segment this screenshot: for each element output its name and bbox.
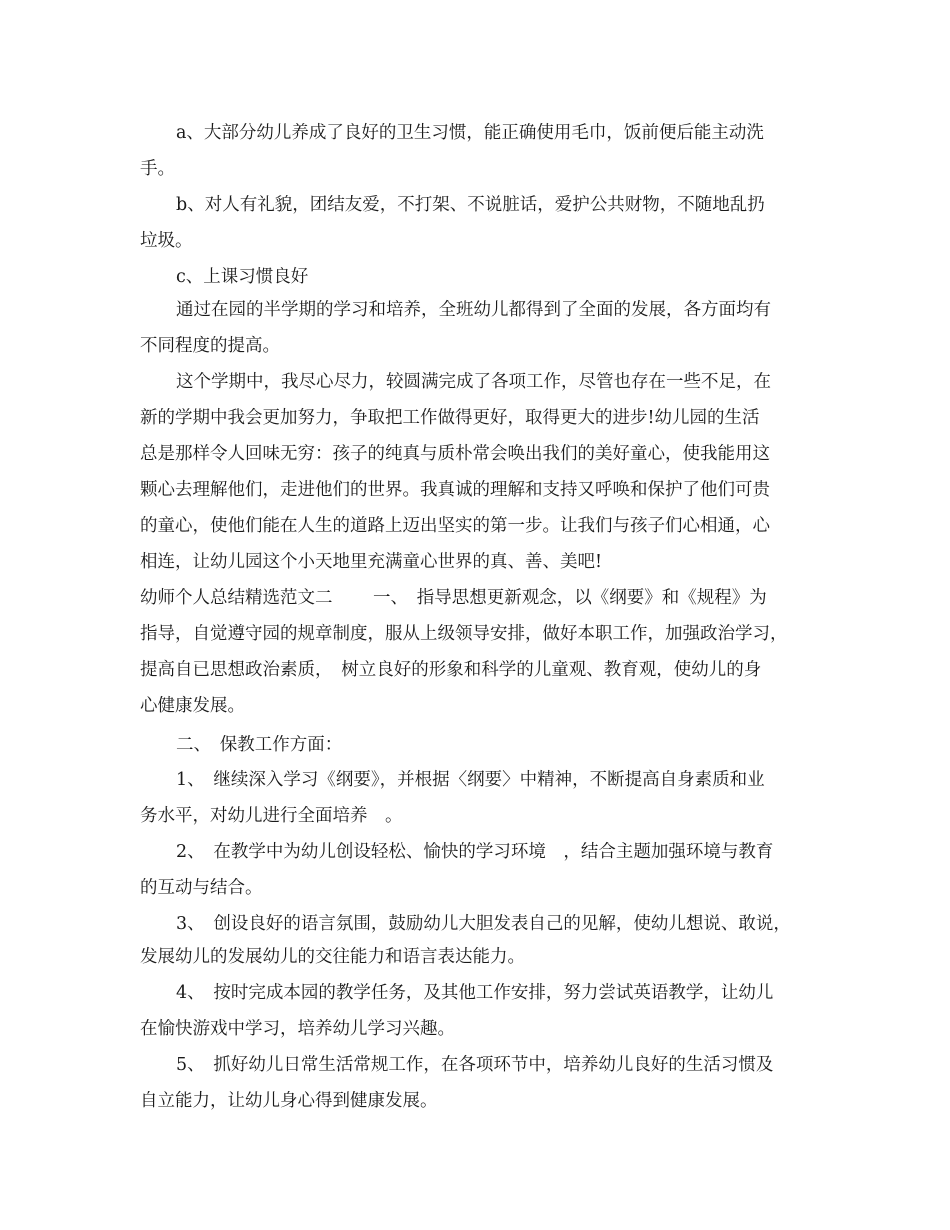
- text-line: a、大部分幼儿养成了良好的卫生习惯，能正确使用毛巾，饭前便后能主动洗: [176, 123, 764, 143]
- text-line: 不同程度的提高。: [140, 336, 280, 356]
- text-line: 1、 继续深入学习《纲要》，并根据〈纲要〉中精神，不断提高自身素质和业: [176, 770, 765, 790]
- text-line: 3、 创设良好的语言氛围，鼓励幼儿大胆发表自己的见解，使幼儿想说、敢说，: [176, 914, 791, 934]
- text-line: 心健康发展。: [140, 696, 245, 716]
- text-line: 发展幼儿的发展幼儿的交往能力和语言表达能力。: [140, 947, 525, 967]
- text-line: 的童心，使他们能在人生的道路上迈出坚实的第一步。让我们与孩子们心相通，心: [140, 516, 770, 536]
- text-line: 指导，自觉遵守园的规章制度，服从上级领导安排，做好本职工作，加强政治学习，: [140, 624, 788, 644]
- text-line: 二、 保教工作方面：: [176, 735, 343, 755]
- text-line: 的互动与结合。: [140, 878, 263, 898]
- text-line: b、对人有礼貌，团结友爱，不打架、不说脏话，爱护公共财物，不随地乱扔: [176, 195, 765, 215]
- text-line: 幼师个人总结精选范文二 一、 指导思想更新观念，以《纲要》和《规程》为: [140, 588, 767, 608]
- text-line: 提高自已思想政治素质， 树立良好的形象和科学的儿童观、教育观，使幼儿的身: [140, 660, 762, 680]
- text-line: c、上课习惯良好: [176, 267, 309, 287]
- text-line: 自立能力，让幼儿身心得到健康发展。: [140, 1091, 438, 1111]
- text-line: 新的学期中我会更加努力，争取把工作做得更好，取得更大的进步!幼儿园的生活: [140, 408, 760, 428]
- text-line: 在愉快游戏中学习，培养幼儿学习兴趣。: [140, 1019, 455, 1039]
- text-line: 务水平，对幼儿进行全面培养 。: [140, 806, 403, 826]
- text-line: 4、 按时完成本园的教学任务，及其他工作安排，努力尝试英语教学，让幼儿: [176, 983, 774, 1003]
- text-line: 2、 在教学中为幼儿创设轻松、愉快的学习环境 ，结合主题加强环境与教育: [176, 842, 774, 862]
- text-line: 垃圾。: [140, 231, 193, 251]
- text-line: 手。: [140, 159, 175, 179]
- text-line: 这个学期中，我尽心尽力，较圆满完成了各项工作，尽管也存在一些不足，在: [176, 372, 771, 392]
- text-line: 总是那样令人回味无穷：孩子的纯真与质朴常会唤出我们的美好童心，使我能用这: [140, 444, 770, 464]
- text-line: 相连，让幼儿园这个小天地里充满童心世界的真、善、美吧!: [140, 552, 603, 572]
- text-line: 颗心去理解他们，走进他们的世界。我真诚的理解和支持又呼唤和保护了他们可贵: [140, 480, 770, 500]
- text-line: 通过在园的半学期的学习和培养，全班幼儿都得到了全面的发展，各方面均有: [176, 300, 771, 320]
- text-line: 5、 抓好幼儿日常生活常规工作，在各项环节中，培养幼儿良好的生活习惯及: [176, 1055, 774, 1075]
